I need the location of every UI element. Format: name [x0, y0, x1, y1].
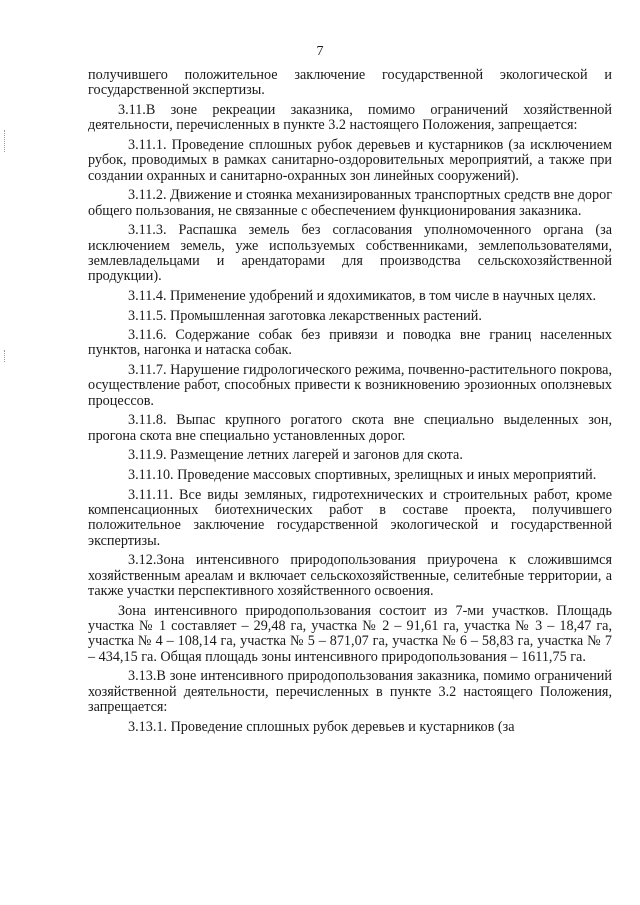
clause-3-11-11: 3.11.11. Все виды земляных, гидротехнических и строительных работ, кроме компенсационных биотехнических работ в составе проекта, получившего положительное заключение государственной экологической и государственной экспертизы. [88, 486, 612, 549]
margin-scan-mark [4, 350, 11, 362]
clause-3-11-1: 3.11.1. Проведение сплошных рубок деревьев и кустарников (за исключением рубок, проводимых в рамках санитарно-оздоровительных мероприятий, а также при создании охранных и санитарно-охранных зон линейных сооружений). [88, 136, 612, 184]
clause-3-11-2: 3.11.2. Движение и стоянка механизированных транспортных средств вне дорог общего пользования, не связанные с обеспечением функционирования заказника. [88, 187, 613, 219]
document-body [88, 68, 612, 739]
clause-3-12: 3.12.Зона интенсивного природопользования приурочена к сложившимся хозяйственным ареалам и включает сельскохозяйственные, селитебные территории, а также участки перспективного хозяйственного освоения. [88, 552, 612, 599]
clause-3-11-7: 3.11.7. Нарушение гидрологического режима, почвенно-растительного покрова, осуществление работ, способных привести к возникновению эрозионных оползневых процессов. [88, 362, 612, 409]
clause-3-11-10: 3.11.10. Проведение массовых спортивных, зрелищных и иных мероприятий. [128, 467, 597, 484]
clause-3-11: 3.11.В зоне рекреации заказника, помимо ограничений хозяйственной деятельности, перечисленных в пункте 3.2 настоящего Положения, запрещается: [88, 101, 612, 134]
clause-3-11-8: 3.11.8. Выпас крупного рогатого скота вне специально выделенных зон, прогона скота вне специально установленных дорог. [88, 412, 612, 444]
page-number: 7 [316, 44, 324, 59]
margin-scan-mark [4, 130, 11, 152]
clause-3-11-3: 3.11.3. Распашка земель без согласования уполномоченного органа (за исключением земель, уже используемых собственниками, землепользователями, землевладельцами и арендаторами для производства сельскохозяйственной продукции). [88, 222, 612, 285]
clause-3-13: 3.13.В зоне интенсивного природопользования заказника, помимо ограничений хозяйственной деятельности, перечисленных в пункте 3.2 настоящего Положения, запрещается: [88, 668, 612, 715]
zone-areas-paragraph: Зона интенсивного природопользования состоит из 7-ми участков. Площадь участка № 1 составляет – 29,48 га, участка № 2 – 91,61 га, участка № 3 – 18,47 га, участка № 4 – 108,14 га, участка № 5 – 871,07 га, участка № 6 – 58,83 га, участка № 7 – 434,15 га. Общая площадь зоны интенсивного природопользования – 1611,75 га. [88, 602, 612, 665]
clause-3-11-4: 3.11.4. Применение удобрений и ядохимикатов, в том числе в научных целях. [128, 287, 597, 304]
clause-3-13-1: 3.13.1. Проведение сплошных рубок деревьев и кустарников (за [128, 718, 515, 735]
clause-3-11-5: 3.11.5. Промышленная заготовка лекарственных растений. [128, 307, 482, 324]
clause-3-11-6: 3.11.6. Содержание собак без привязи и поводка вне границ населенных пунктов, нагонка и натаска собак. [88, 327, 612, 359]
clause-3-11-9: 3.11.9. Размещение летних лагерей и загонов для скота. [128, 447, 463, 464]
paragraph-continuation: получившего положительное заключение государственной экологической и государственной экспертизы. [88, 67, 612, 99]
